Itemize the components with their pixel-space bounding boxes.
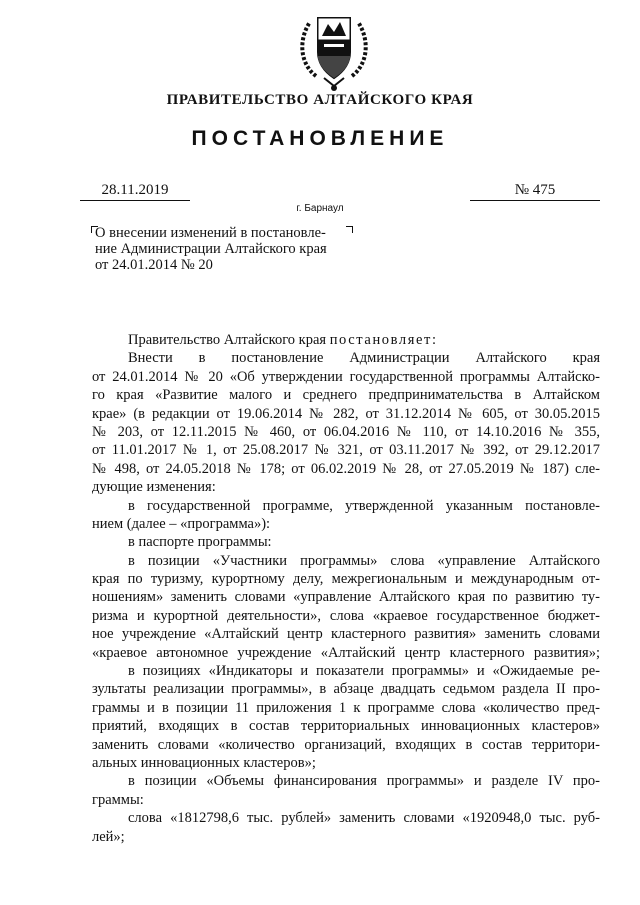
government-title: ПРАВИТЕЛЬСТВО АЛТАЙСКОГО КРАЯ bbox=[166, 92, 474, 108]
subject-line: О внесении изменений в постановле- bbox=[95, 225, 326, 241]
body-line: Внести в постановление Администрации Алтайского края bbox=[128, 350, 600, 367]
intro-line bbox=[92, 331, 600, 349]
body-line: «краевое автономное учреждение «Алтайский центр кластерного развития»; bbox=[92, 644, 600, 661]
body-line: в позиции «Объемы финансирования программы» и разделе IV про- bbox=[128, 773, 600, 790]
decree-subject bbox=[95, 225, 355, 273]
body-line: ношениям» заменить словами «управление Алтайского края по развитию ту- bbox=[92, 589, 600, 606]
body-line: ризма и курортной деятельности», слова «краевое государственное бюджет- bbox=[92, 607, 600, 624]
body-line: граммы и в позиции 11 приложения 1 к программе слова «количество пред- bbox=[92, 699, 600, 716]
body-line: го края «Развитие малого и среднего предпринимательства в Алтайском bbox=[92, 387, 600, 404]
body-line: края по туризму, курортному делу, межрегиональным и международным от- bbox=[92, 571, 600, 588]
body-line: альных инновационных кластеров»; bbox=[92, 754, 316, 771]
body-line: в позиции «Участники программы» слова «управление Алтайского bbox=[128, 552, 600, 569]
body-line: № 203, от 12.11.2015 № 460, от 06.04.2016 № 110, от 14.10.2016 № 355, bbox=[92, 423, 600, 440]
body-line: дующие изменения: bbox=[92, 479, 216, 496]
decree-date: 28.11.2019 bbox=[80, 182, 190, 201]
body-line: приятий, входящих в состав территориальных инновационных кластеров» bbox=[92, 718, 600, 735]
body-line: в позициях «Индикаторы и показатели программы» и «Ожидаемые ре- bbox=[128, 663, 600, 680]
body-line: крае» (в редакции от 19.06.2014 № 282, от 31.12.2014 № 605, от 30.05.2015 bbox=[92, 405, 600, 422]
city-label: г. Барнаул bbox=[296, 203, 344, 214]
body-line: в государственной программе, утвержденной указанным постановле- bbox=[128, 497, 600, 514]
body-line: нием (далее – «программа»): bbox=[92, 515, 271, 532]
body-line: № 498, от 24.05.2018 № 178; от 06.02.2019 № 28, от 27.05.2019 № 187) сле- bbox=[92, 460, 600, 477]
decree-number: № 475 bbox=[470, 182, 600, 201]
resolves-word: постановляет: bbox=[329, 332, 438, 348]
intro-text: Правительство Алтайского края bbox=[128, 332, 330, 348]
body-line: граммы: bbox=[92, 791, 144, 808]
body-line: в паспорте программы: bbox=[128, 534, 272, 551]
body-line: зультаты реализации программы», в абзаце двадцать седьмом раздела II про- bbox=[92, 681, 600, 698]
body-line: слова «1812798,6 тыс. рублей» заменить словами «1920948,0 тыс. руб- bbox=[128, 810, 600, 827]
subject-line: от 24.01.2014 № 20 bbox=[95, 257, 213, 273]
body-line: заменить словами «количество организаций, входящих в состав территори- bbox=[92, 736, 600, 753]
altai-coat-of-arms-emblem bbox=[294, 6, 374, 92]
body-line: ное учреждение «Алтайский центр кластерного развития» заменить словами bbox=[92, 626, 600, 643]
decree-body bbox=[92, 331, 600, 846]
subject-line: ние Администрации Алтайского края bbox=[95, 241, 327, 257]
document-type-title: ПОСТАНОВЛЕНИЕ bbox=[191, 127, 449, 150]
body-line: от 11.01.2017 № 1, от 25.08.2017 № 321, от 03.11.2017 № 392, от 29.12.2017 bbox=[92, 442, 600, 459]
body-line: от 24.01.2014 № 20 «Об утверждении государственной программы Алтайско- bbox=[92, 368, 600, 385]
body-line: лей»; bbox=[92, 828, 125, 845]
